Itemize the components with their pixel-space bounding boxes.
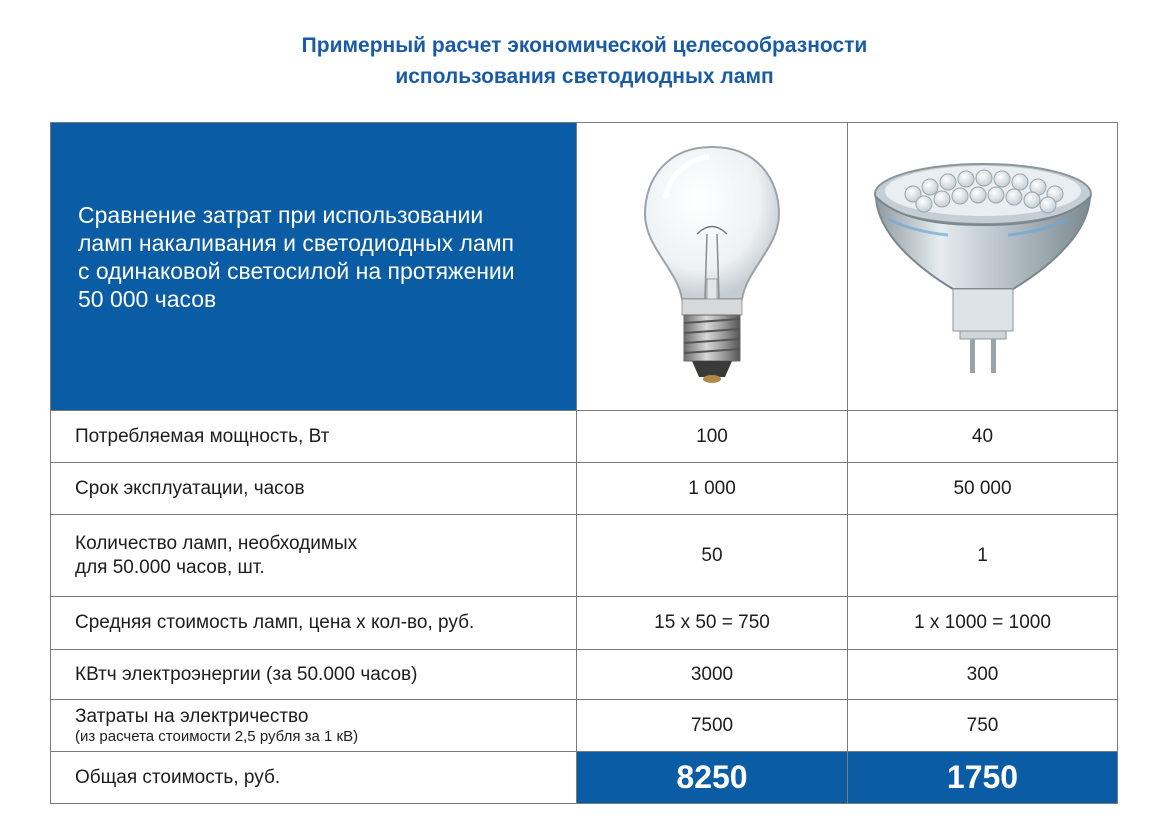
led-value: 300 [848, 650, 1118, 700]
led-value: 1 х 1000 = 1000 [848, 597, 1118, 650]
table-row [51, 597, 1118, 650]
row-label-note: (из расчета стоимости 2,5 рубля за 1 кВ) [75, 727, 359, 745]
row-label: Средняя стоимость ламп, цена х кол-во, руб. [51, 597, 577, 650]
incandescent-value: 3000 [577, 650, 848, 700]
led-value: 40 [848, 411, 1118, 463]
header-description-cell [51, 123, 577, 411]
led-value: 50 000 [848, 463, 1118, 515]
row-label [51, 700, 577, 752]
incandescent-value: 50 [577, 515, 848, 597]
incandescent-value: 15 х 50 = 750 [577, 597, 848, 650]
led-spotlight-icon [868, 149, 1098, 379]
table-row [51, 463, 1118, 515]
row-label [51, 515, 577, 597]
table-header-row [51, 123, 1118, 411]
incandescent-bulb-icon [637, 139, 787, 389]
led-value: 1 [848, 515, 1118, 597]
table-row [51, 650, 1118, 700]
title-line-2: использования светодиодных ламп [395, 65, 774, 88]
row-label-line-2: для 50.000 часов, шт. [75, 556, 265, 578]
incandescent-value: 100 [577, 411, 848, 463]
row-label-line-1: Количество ламп, необходимых [75, 532, 358, 554]
page-title [0, 30, 1169, 92]
table-row [51, 515, 1118, 597]
incandescent-image-cell [577, 123, 848, 411]
led-value: 750 [848, 700, 1118, 752]
led-image-cell [848, 123, 1118, 411]
led-total: 1750 [848, 752, 1118, 804]
row-label: Потребляемая мощность, Вт [51, 411, 577, 463]
comparison-table [50, 122, 1118, 804]
header-description: Сравнение затрат при использовании ламп накаливания и светодиодных ламп с одинаковой светосилой на протяжении 50 000 часов [78, 201, 515, 312]
row-label: КВтч электроэнергии (за 50.000 часов) [51, 650, 577, 700]
title-line-1: Примерный расчет экономической целесообразности [301, 34, 868, 57]
table-row [51, 700, 1118, 752]
row-label: Срок эксплуатации, часов [51, 463, 577, 515]
row-label-line-1: Затраты на электричество [75, 705, 309, 727]
incandescent-value: 1 000 [577, 463, 848, 515]
total-label: Общая стоимость, руб. [51, 752, 577, 804]
total-row [51, 752, 1118, 804]
incandescent-total: 8250 [577, 752, 848, 804]
incandescent-value: 7500 [577, 700, 848, 752]
table-row [51, 411, 1118, 463]
